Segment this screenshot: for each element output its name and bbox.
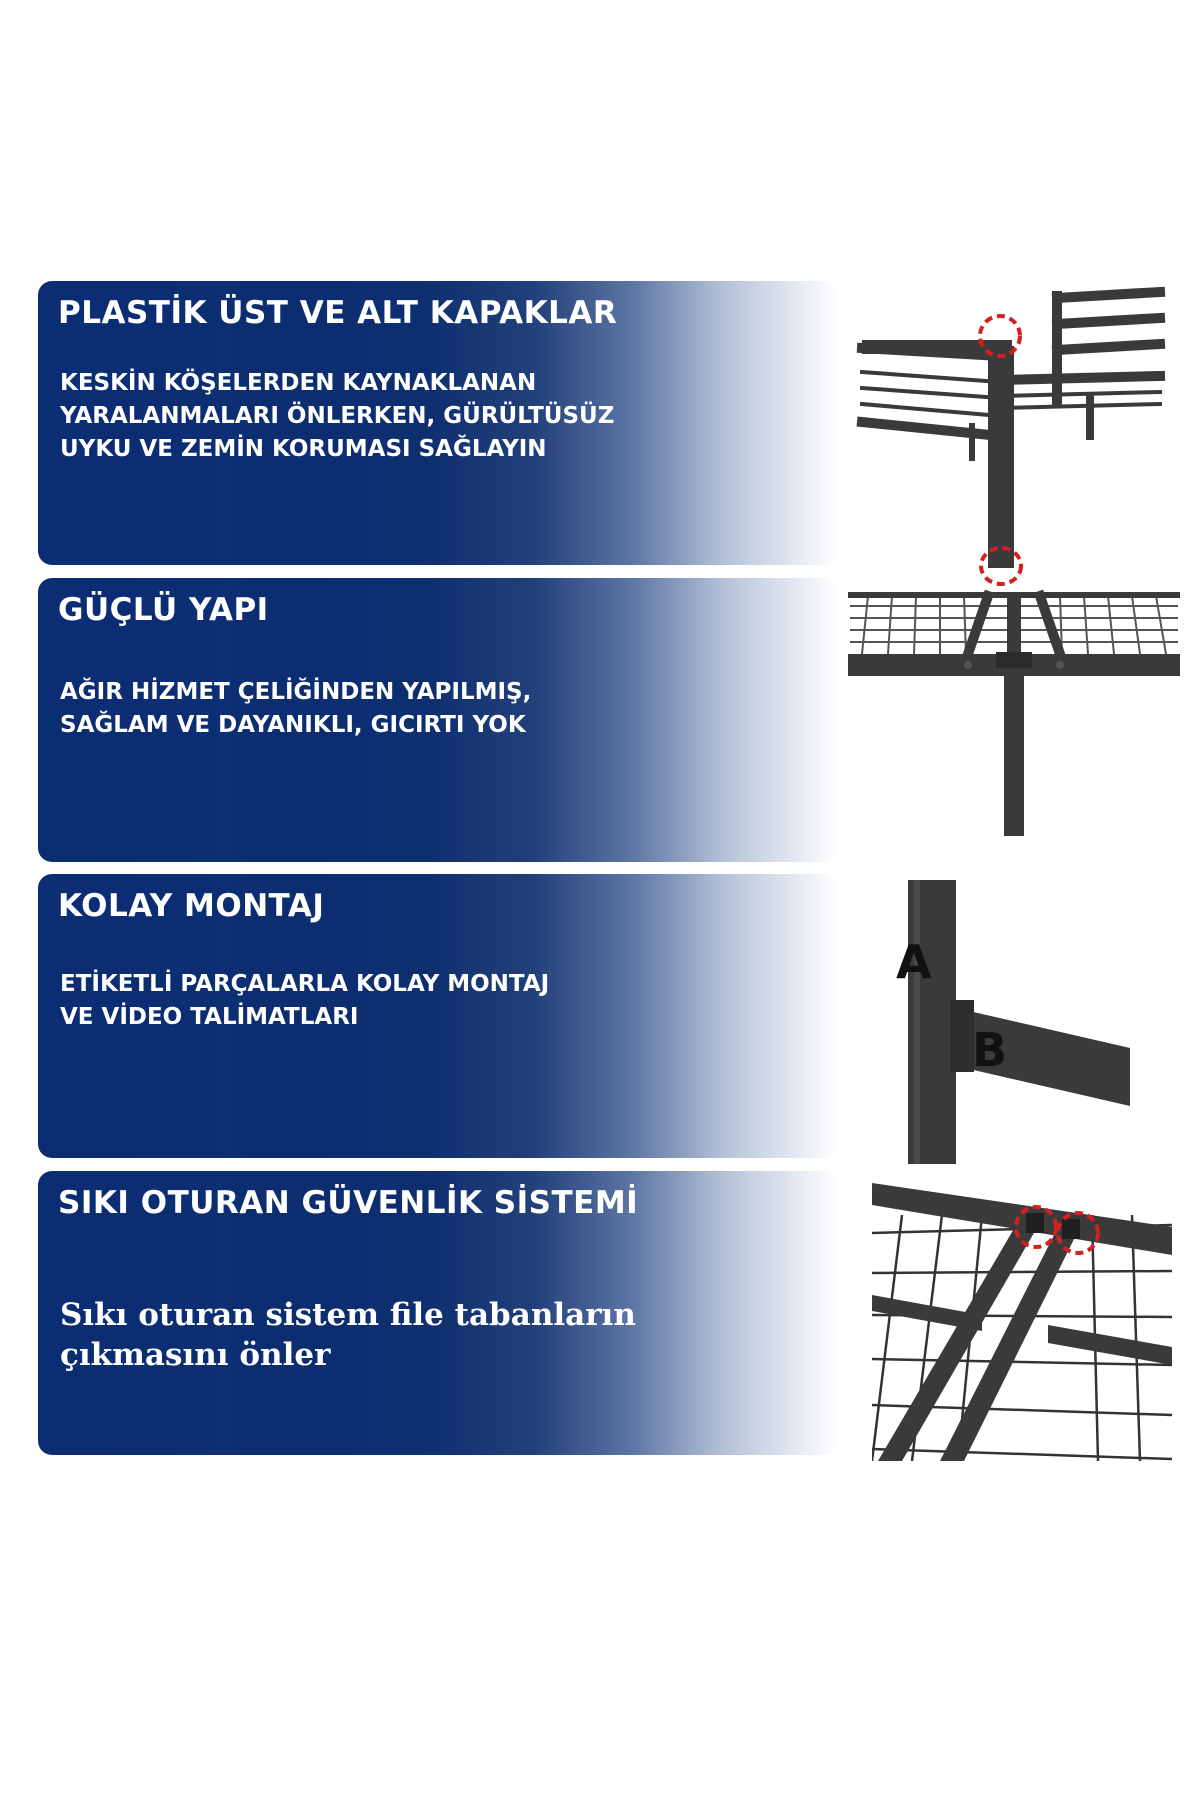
steel-frame-support-illustration bbox=[848, 588, 1180, 840]
feature-description: AĞIR HİZMET ÇELİĞİNDEN YAPILMIŞ, SAĞLAM VE DAYANIKLI, GICIRTI YOK bbox=[60, 679, 532, 738]
labeled-parts-assembly-illustration bbox=[880, 870, 1170, 1170]
feature-title: PLASTİK ÜST VE ALT KAPAKLAR bbox=[58, 295, 618, 331]
mesh-base-locking-illustration bbox=[872, 1175, 1172, 1461]
feature-title: KOLAY MONTAJ bbox=[58, 888, 325, 924]
feature-title: SIKI OTURAN GÜVENLİK SİSTEMİ bbox=[58, 1185, 639, 1221]
feature-panel-easy-assembly bbox=[38, 874, 838, 1158]
part-label-b: B bbox=[972, 1023, 1008, 1077]
feature-description: Sıkı oturan sistem file tabanların çıkmasını önler bbox=[60, 1297, 636, 1373]
feature-description: ETİKETLİ PARÇALARLA KOLAY MONTAJ VE VİDEO TALİMATLARI bbox=[60, 971, 550, 1030]
bed-frame-corner-caps-illustration bbox=[850, 276, 1180, 586]
feature-panel-strong-structure bbox=[38, 578, 838, 862]
feature-panel-plastic-caps bbox=[38, 281, 838, 565]
part-label-a: A bbox=[896, 935, 932, 989]
feature-title: GÜÇLÜ YAPI bbox=[58, 592, 269, 628]
feature-panel-locking-system bbox=[38, 1171, 838, 1455]
feature-description: KESKİN KÖŞELERDEN KAYNAKLANAN YARALANMALARI ÖNLERKEN, GÜRÜLTÜSÜZ UYKU VE ZEMİN KORUMASI SAĞLAYIN bbox=[60, 370, 615, 462]
